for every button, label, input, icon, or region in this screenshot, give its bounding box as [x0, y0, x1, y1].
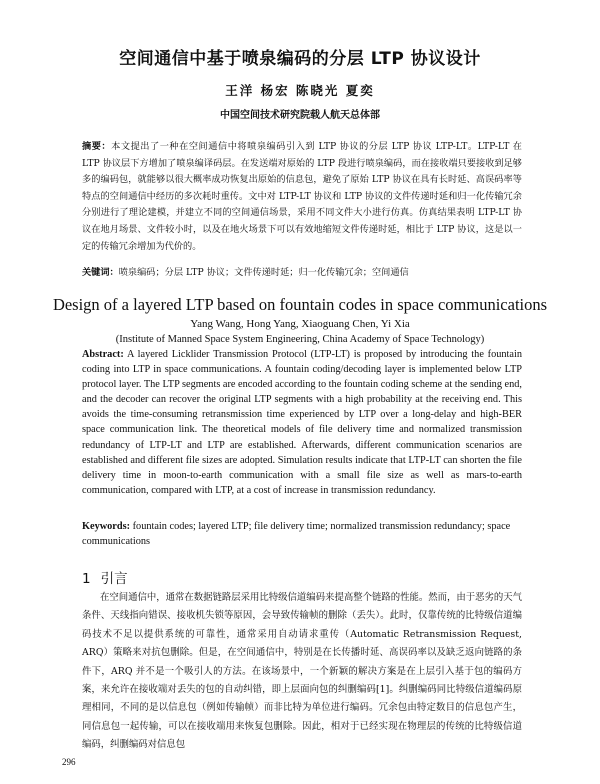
chinese-keywords-label: 关键词：	[82, 267, 119, 278]
chinese-title: 空间通信中基于喷泉编码的分层 LTP 协议设计	[119, 49, 481, 69]
section-heading	[82, 567, 128, 587]
chinese-authors: 王洋 杨宏 陈晓光 夏奕	[225, 83, 375, 98]
chinese-keywords-text: 喷泉编码；分层 LTP 协议；文件传递时延；归一化传输冗余；空间通信	[118, 267, 409, 278]
chinese-affiliation: 中国空间技术研究院载人航天总体部	[220, 110, 380, 121]
english-authors: Yang Wang, Hong Yang, Xiaoguang Chen, Yi Xia	[190, 318, 410, 330]
english-affiliation: (Institute of Manned Space System Engineering, China Academy of Space Technology)	[115, 334, 485, 345]
english-keywords-label: Keywords:	[82, 521, 131, 532]
section-title: 引言	[100, 571, 128, 587]
chinese-abstract	[82, 139, 522, 255]
chinese-abstract-label: 摘要：	[82, 141, 112, 152]
page-number: 296	[62, 757, 76, 767]
chinese-keywords	[82, 264, 522, 278]
english-title: Design of a layered LTP based on fountain codes in space communications	[52, 295, 548, 314]
english-keywords-text: fountain codes; layered LTP; file delivery time; normalized transmission redundancy; space communications	[82, 521, 511, 548]
english-abstract-text: A layered Licklider Transmission Protocol (LTP-LT) is proposed by introducing the fountain coding into LTP in space communications. A fountain coding/decoding layer is implemented below LTP protocol layer. The LTP segments are encoded according to the fountain coding scheme at the sending end, and the decoder can recover the original LTP segments with a high probability at the receiving end. This avoids the time-consuming retransmission time experienced by LTP over a long-delay and high-BER space communication link. The theoretical models of file delivery time and normalized transmission redundancy of LTP-LT and LTP are established. Afterwards, different communication scenarios are established and different file sizes are adopted. Simulation results indicate that LTP-LT can shorten the file delivery time in moon-to-earth communication with a small file size as well as mars-to-earth communication, compared with LTP, at a cost of increase in transmission redundancy.	[82, 349, 522, 496]
english-abstract	[82, 347, 522, 498]
english-abstract-label: Abstract:	[82, 349, 124, 360]
section-body: 在空间通信中，通常在数据链路层采用比特级信道编码来提高整个链路的性能。然而，由于恶劣的天气条件、天线指向错误、接收机失锁等原因，会导致传输帧的删除（丢失）。此时，仅靠传统的比特级信道编码技术不足以提供系统的可靠性，通常采用自动请求重传（Automatic Retransmission Request, ARQ）策略来对抗包删除。但是，在空间通信中，特别是在长传播时延、高误码率以及缺乏返向链路的条件下，ARQ 并不是一个吸引人的方法。在该场景中，一个新颖的解决方案是在上层引入基于包的编码方案，来允许在接收端对丢失的包的自动纠错，即上层面向包的纠删编码[1]。纠删编码同比特级信道编码原理相同，不同的是以信息包（例如传输帧）而非比特为单位进行编码。冗余包由特定数目的信息包产生，同信息包一起传输，可以在接收端用来恢复包删除。因此，相对于已经实现在物理层的传统的比特级信道编码，纠删编码对信息包	[82, 592, 522, 751]
section-number: 1	[82, 571, 91, 587]
english-keywords	[82, 519, 522, 549]
chinese-abstract-text: 本文提出了一种在空间通信中将喷泉编码引入到 LTP 协议的分层 LTP 协议 LTP-LT。LTP-LT 在 LTP 协议层下方增加了喷泉编译码层。在发送端对原始的 LTP 段进行喷泉编码，而在接收端只要接收到足够多的编码包，就能够以很大概率成功恢复出原始的信息包，避免了原始 LTP 协议在具有长时延、高误码率等特点的空间通信中经历的多次耗时重传。文中对 LTP-LT 协议和 LTP 协议的文件传递时延和归一化传输冗余分别进行了理论建模，并建立不同的空间通信场景，采用不同文件大小进行仿真。仿真结果表明 LTP-LT 协议在地月场景、文件较小时，以及在地火场景下可以有效地缩短文件传递时延，相比于 LTP 协议，这是以一定的传输冗余增加为代价的。	[82, 141, 522, 252]
